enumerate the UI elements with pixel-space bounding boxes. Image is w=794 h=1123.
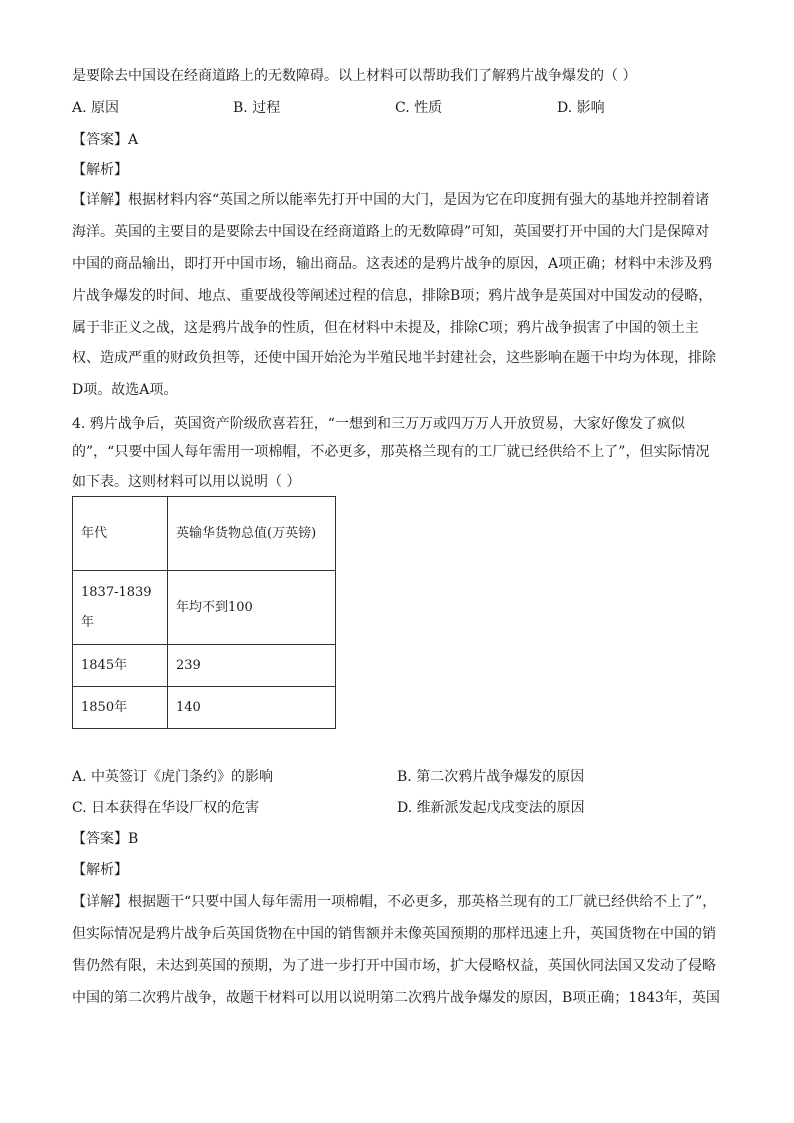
q4-data-table — [72, 496, 336, 729]
table-row — [73, 687, 336, 729]
detail-line: D项。故选A项。 — [72, 382, 178, 398]
detail-line: 但实际情况是鸦片战争后英国货物在中国的销售额并未像英国预期的那样迅速上升，英国货物在中国的销 — [72, 926, 716, 942]
option-text: 中英签订《虎门条约》的影响 — [91, 769, 274, 785]
table-row — [73, 645, 336, 687]
option-letter: C. — [72, 800, 87, 816]
q4-option-d — [397, 798, 585, 818]
q3-option-a — [72, 98, 119, 118]
option-text: 日本获得在华设厂权的危害 — [91, 800, 260, 816]
q3-answer — [72, 130, 138, 150]
detail-line: 中国的第二次鸦片战争，故题干材料可以用以说明第二次鸦片战争爆发的原因，B项正确；1843年，英国 — [72, 990, 720, 1006]
detail-line: 中国的商品输出，即打开中国市场，输出商品。这表述的是鸦片战争的原因，A项正确；材料中未涉及鸦 — [72, 256, 713, 272]
table-cell: 年均不到100 — [168, 571, 336, 645]
q3-option-d — [557, 98, 605, 118]
table-header-row — [73, 497, 336, 571]
table-cell: 239 — [168, 645, 336, 687]
detail-line: 属于非正义之战，这是鸦片战争的性质，但在材料中未提及，排除C项；鸦片战争损害了中国的领土主 — [72, 320, 699, 336]
stem-line: 如下表。这则材料可以用以说明（ ） — [72, 474, 301, 490]
option-text: 影响 — [576, 100, 605, 116]
answer-value: B — [128, 831, 139, 847]
option-letter: B. — [233, 100, 248, 116]
q4-option-a — [72, 767, 273, 787]
detail-line: 【详解】根据材料内容“英国之所以能率先打开中国的大门，是因为它在印度拥有强大的基地并控制着诸 — [72, 192, 710, 208]
option-text: 维新派发起戊戌变法的原因 — [416, 800, 585, 816]
option-letter: B. — [397, 769, 412, 785]
table-row — [73, 571, 336, 645]
option-letter: D. — [557, 100, 573, 116]
table-cell: 1850年 — [73, 687, 168, 729]
answer-label: 【答案】 — [72, 831, 128, 847]
table-header-cell: 英输华货物总值(万英镑) — [168, 497, 336, 571]
q4-analysis-label: 【解析】 — [72, 862, 128, 878]
q3-stem-tail: 是要除去中国设在经商道路上的无数障碍。以上材料可以帮助我们了解鸦片战争爆发的（ ） — [72, 68, 637, 84]
option-text: 第二次鸦片战争爆发的原因 — [416, 769, 585, 785]
table-cell: 1845年 — [73, 645, 168, 687]
option-text: 过程 — [252, 100, 281, 116]
stem-line: 的”，“只要中国人每年需用一项棉帽，不必更多，那英格兰现有的工厂就已经供给不上了”，但实际情况 — [72, 444, 710, 460]
q3-option-b — [233, 98, 280, 118]
q4-answer — [72, 829, 138, 849]
detail-line: 海洋。英国的主要目的是要除去中国设在经商道路上的无数障碍”可知，英国要打开中国的大门是保障对 — [72, 224, 710, 240]
stem-line: 4. 鸦片战争后，英国资产阶级欣喜若狂，“一想到和三万万或四万万人开放贸易，大家好像发了疯似 — [72, 416, 685, 432]
detail-line: 权、造成严重的财政负担等，还使中国开始沦为半殖民地半封建社会，这些影响在题干中均为体现，排除 — [72, 350, 716, 366]
q3-analysis-label: 【解析】 — [72, 162, 128, 178]
detail-line: 片战争爆发的时间、地点、重要战役等阐述过程的信息，排除B项；鸦片战争是英国对中国发动的侵略， — [72, 288, 713, 304]
detail-line: 【详解】根据题干“只要中国人每年需用一项棉帽，不必更多，那英格兰现有的工厂就已经供给不上了”， — [72, 894, 717, 910]
option-letter: D. — [397, 800, 413, 816]
answer-value: A — [128, 132, 139, 148]
answer-label: 【答案】 — [72, 132, 128, 148]
q4-option-c — [72, 798, 259, 818]
detail-line: 售仍然有限，未达到英国的预期，为了进一步打开中国市场，扩大侵略权益，英国伙同法国又发动了侵略 — [72, 958, 716, 974]
option-text: 原因 — [91, 100, 120, 116]
q3-option-c — [395, 98, 442, 118]
option-letter: C. — [395, 100, 410, 116]
option-letter: A. — [72, 769, 87, 785]
table-header-cell: 年代 — [73, 497, 168, 571]
table-cell: 1837-1839年 — [73, 571, 168, 645]
option-letter: A. — [72, 100, 87, 116]
q4-option-b — [397, 767, 584, 787]
option-text: 性质 — [414, 100, 443, 116]
table-cell: 140 — [168, 687, 336, 729]
